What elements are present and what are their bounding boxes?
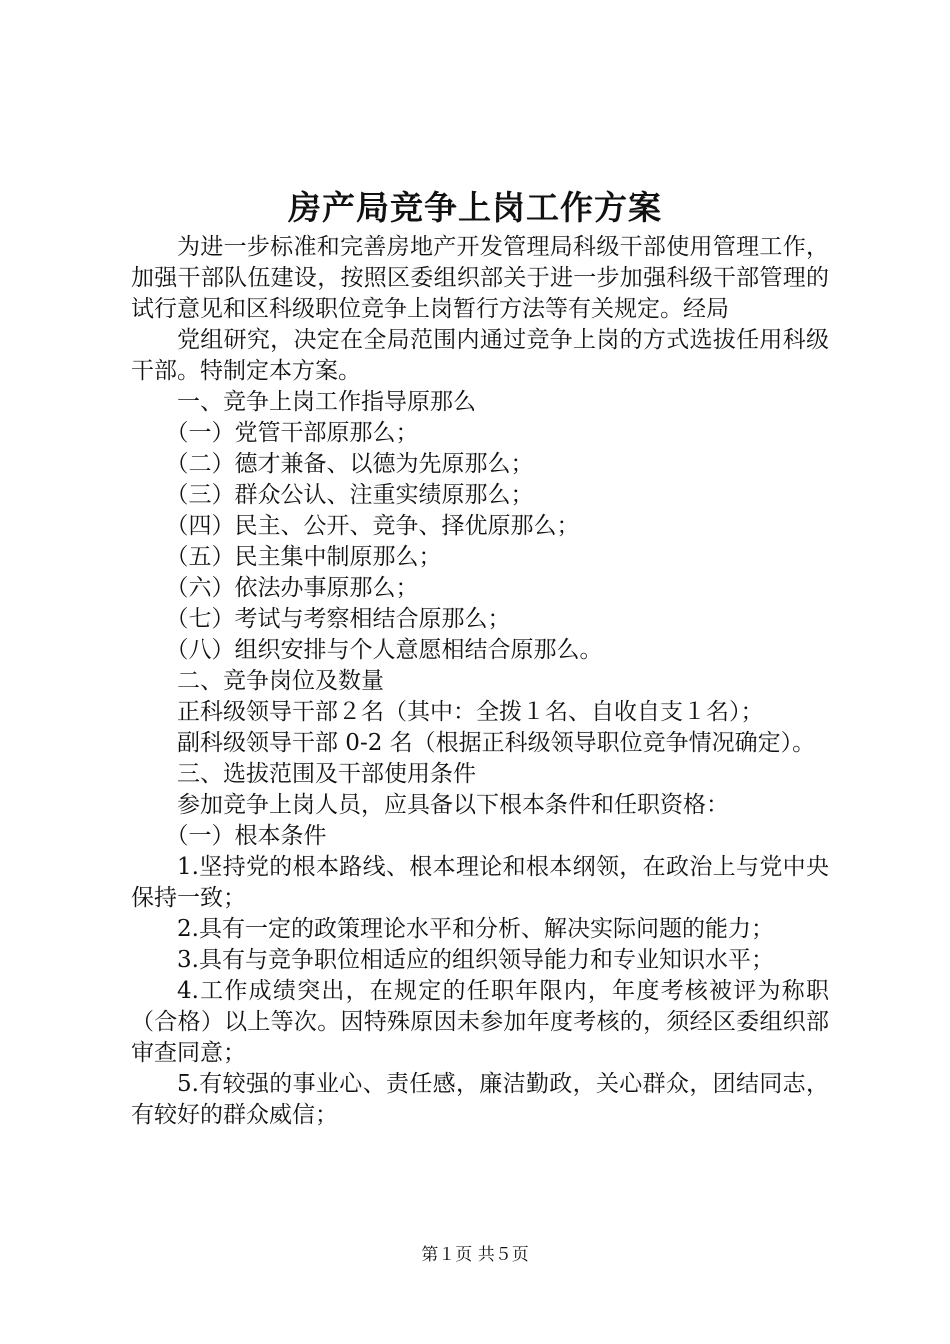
paragraph-intro: 为进一步标准和完善房地产开发管理局科级干部使用管理工作，加强干部队伍建设，按照区委组织部关于进一步加强科级干部管理的试行意见和区科级职位竞争上岗暂行方法等有关规定。经局 (131, 234, 829, 322)
condition-item-1: 1.坚持党的根本路线、根本理论和根本纲领，在政治上与党中央保持一致； (131, 854, 829, 911)
principle-item-2: （二）德才兼备、以德为先原那么； (165, 451, 534, 477)
principle-item-1: （一）党管干部原那么； (165, 420, 419, 446)
condition-item-2: 2.具有一定的政策理论水平和分析、解决实际问题的能力； (177, 916, 774, 942)
section-heading-2: 二、竞争岗位及数量 (177, 668, 384, 694)
principle-item-8: （八）组织安排与个人意愿相结合原那么。 (165, 637, 603, 663)
condition-item-4: 4.工作成绩突出，在规定的任职年限内，年度考核被评为称职（合格）以上等次。因特殊原因未参加年度考核的，须经区委组织部审查同意； (131, 978, 829, 1066)
subsection-basic-conditions: （一）根本条件 (165, 823, 327, 849)
document-body (131, 232, 829, 1131)
page-footer: 第１页 共５页 (421, 1245, 529, 1265)
paragraph-intro-continued: 党组研究，决定在全局范围内通过竞争上岗的方式选拔任用科级干部。特制定本方案。 (131, 327, 829, 384)
principle-item-7: （七）考试与考察相结合原那么； (165, 606, 511, 632)
condition-item-5: 5.有较强的事业心、责任感，廉洁勤政，关心群众，团结同志，有较好的群众威信； (131, 1071, 829, 1128)
position-count-deputy: 副科级领导干部 0-2 名（根据正科级领导职位竞争情况确定）。 (177, 730, 816, 756)
section-heading-3: 三、选拔范围及干部使用条件 (177, 761, 476, 787)
principle-item-3: （三）群众公认、注重实绩原那么； (165, 482, 534, 508)
position-count-senior: 正科级领导干部２名（其中：全拨１名、自收自支１名）； (177, 699, 764, 725)
eligibility-intro: 参加竞争上岗人员，应具备以下根本条件和任职资格： (177, 792, 729, 818)
condition-item-3: 3.具有与竞争职位相适应的组织领导能力和专业知识水平； (177, 947, 774, 973)
section-heading-1: 一、竞争上岗工作指导原那么 (177, 389, 476, 415)
principle-item-6: （六）依法办事原那么； (165, 575, 419, 601)
document-title: 房产局竞争上岗工作方案 (288, 188, 662, 227)
principle-item-4: （四）民主、公开、竞争、择优原那么； (165, 513, 580, 539)
principle-item-5: （五）民主集中制原那么； (165, 544, 442, 570)
